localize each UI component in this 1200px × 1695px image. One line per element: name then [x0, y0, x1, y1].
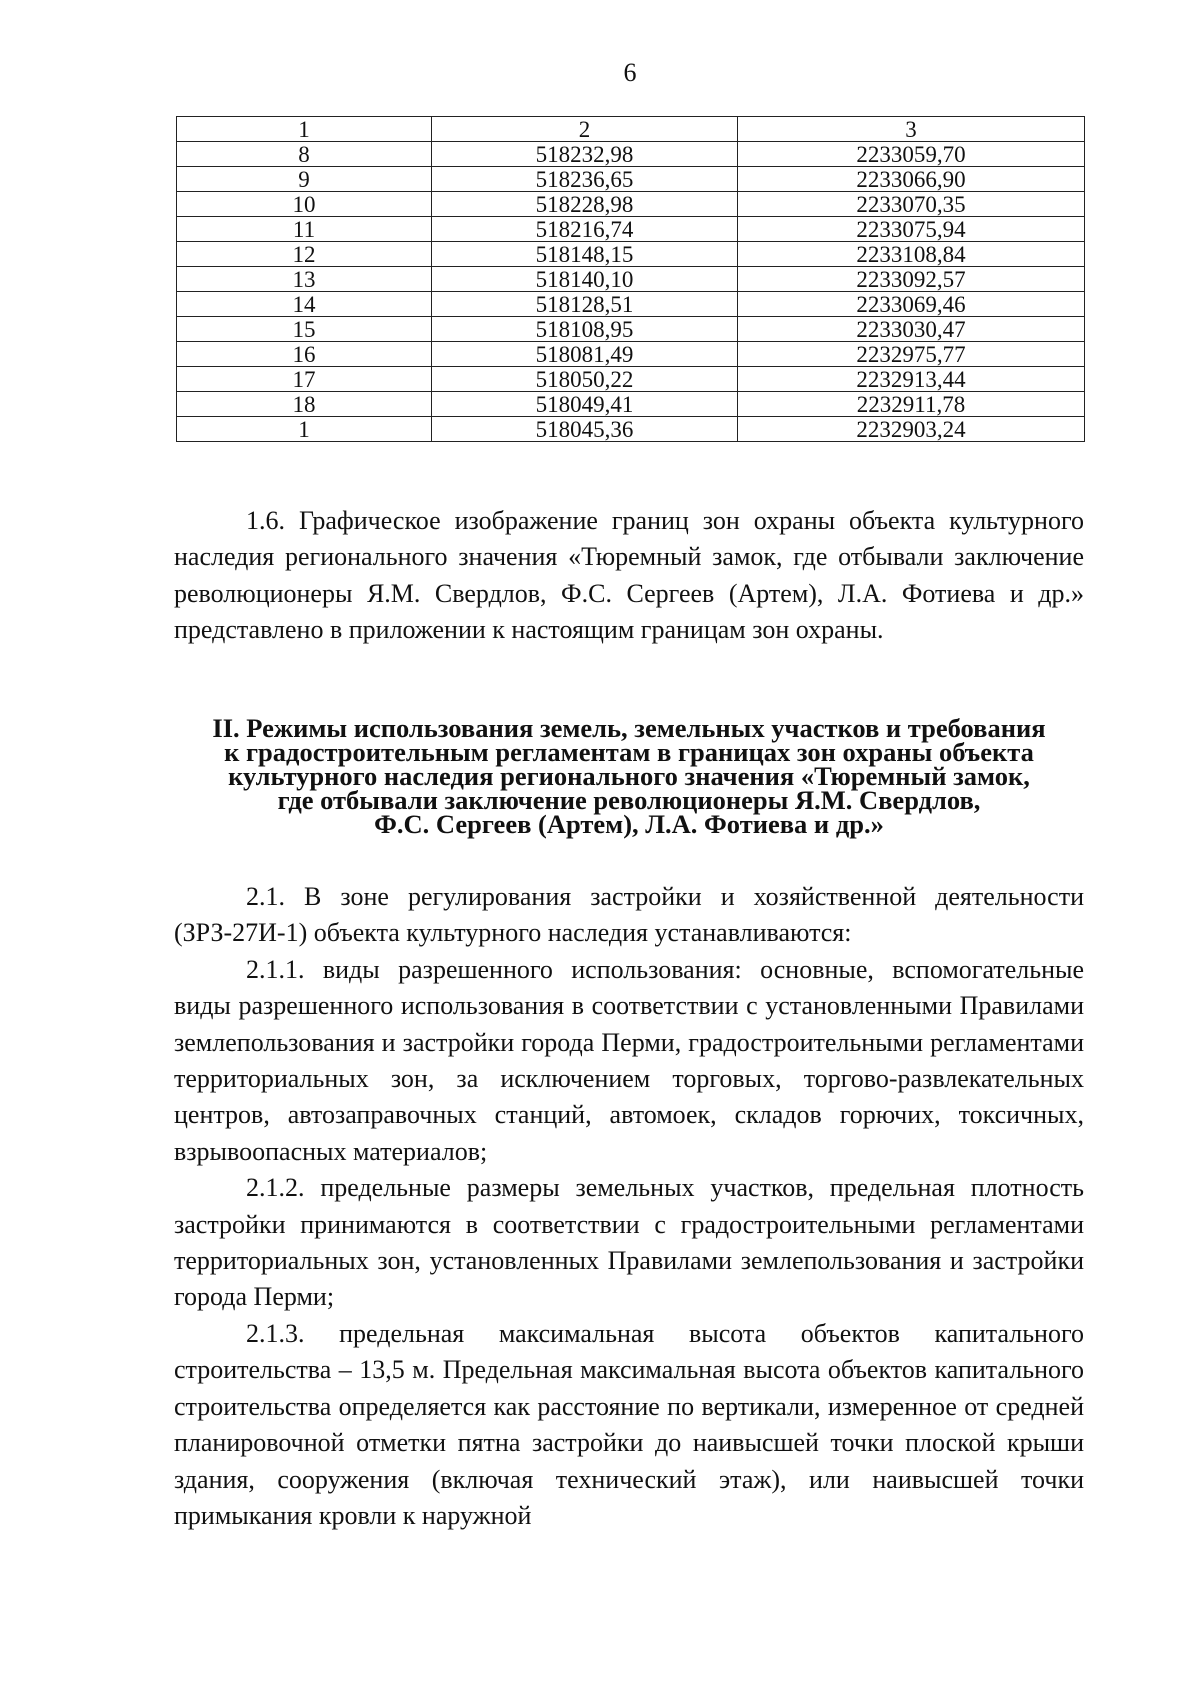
table-row	[177, 142, 1085, 167]
table-cell: 2232975,77	[738, 342, 1085, 367]
table-cell: 16	[177, 342, 432, 367]
table-cell: 13	[177, 267, 432, 292]
table-cell: 518216,74	[432, 217, 738, 242]
page-number: 6	[623, 58, 637, 87]
table-cell: 2233069,46	[738, 292, 1085, 317]
table-row	[177, 392, 1085, 417]
paragraph-2-1-2: 2.1.2. предельные размеры земельных участков, предельная плотность застройки принимаются в соответствии с градостроительными регламентами территориальных зон, установленных Правилами землепользования и застройки города Перми;	[174, 1173, 1084, 1312]
section-heading-line: Ф.С. Сергеев (Артем), Л.А. Фотиева и др.»	[374, 809, 884, 839]
table-cell: 518140,10	[432, 267, 738, 292]
table-cell: 2233066,90	[738, 167, 1085, 192]
section-2-body	[174, 879, 1084, 1534]
table-cell: 518045,36	[432, 417, 738, 442]
table-cell: 10	[177, 192, 432, 217]
paragraph-2-1-1: 2.1.1. виды разрешенного использования: основные, вспомогательные виды разрешенного использования в соответствии с установленными Правилами землепользования и застройки города Перми, градостроительными регламентами территориальных зон, за исключением торговых, торгово-развлекательных центров, автозаправочных станций, автомоек, складов горючих, токсичных, взрывоопасных материалов;	[174, 954, 1084, 1166]
section-heading-line: культурного наследия регионального значения «Тюремный замок,	[228, 761, 1030, 791]
table-row	[177, 217, 1085, 242]
table-cell: 2232903,24	[738, 417, 1085, 442]
table-cell: 9	[177, 167, 432, 192]
table-header-cell: 2	[432, 117, 738, 142]
section-heading-line: II. Режимы использования земель, земельных участков и требования	[212, 713, 1046, 743]
coordinates-table	[176, 116, 1085, 442]
table-cell: 2233030,47	[738, 317, 1085, 342]
table-row	[177, 242, 1085, 267]
table-cell: 518236,65	[432, 167, 738, 192]
table-header-cell: 1	[177, 117, 432, 142]
paragraph-1-6-block	[174, 503, 1084, 649]
table-cell: 2232911,78	[738, 392, 1085, 417]
table-cell: 518049,41	[432, 392, 738, 417]
paragraph-2-1: 2.1. В зоне регулирования застройки и хозяйственной деятельности (ЗРЗ-27И-1) объекта культурного наследия устанавливаются:	[174, 882, 1084, 948]
table-cell: 518228,98	[432, 192, 738, 217]
section-heading-line: где отбывали заключение революционеры Я.М. Свердлов,	[277, 785, 981, 815]
table-cell: 2233059,70	[738, 142, 1085, 167]
table-row	[177, 342, 1085, 367]
table-cell: 518081,49	[432, 342, 738, 367]
table-cell: 518148,15	[432, 242, 738, 267]
table-cell: 14	[177, 292, 432, 317]
table-cell: 17	[177, 367, 432, 392]
table-row	[177, 167, 1085, 192]
table-cell: 518232,98	[432, 142, 738, 167]
table-cell: 2233108,84	[738, 242, 1085, 267]
table-row	[177, 317, 1085, 342]
table-header-cell: 3	[738, 117, 1085, 142]
table-cell: 11	[177, 217, 432, 242]
table-cell: 2232913,44	[738, 367, 1085, 392]
table-row	[177, 267, 1085, 292]
table-row	[177, 367, 1085, 392]
table-cell: 518108,95	[432, 317, 738, 342]
table-cell: 2233070,35	[738, 192, 1085, 217]
table-cell: 15	[177, 317, 432, 342]
table-cell: 1	[177, 417, 432, 442]
paragraph-2-1-3: 2.1.3. предельная максимальная высота объектов капитального строительства – 13,5 м. Предельная максимальная высота объектов капитального строительства определяется как расстояние по вертикали, измеренное от средней планировочной отметки пятна застройки до наивысшей точки плоской крыши здания, сооружения (включая технический этаж), или наивысшей точки примыкания кровли к наружной	[174, 1318, 1084, 1530]
table-cell: 2233075,94	[738, 217, 1085, 242]
table-row	[177, 192, 1085, 217]
table-cell: 518050,22	[432, 367, 738, 392]
table-cell: 8	[177, 142, 432, 167]
table-cell: 518128,51	[432, 292, 738, 317]
table-cell: 18	[177, 392, 432, 417]
table-row	[177, 417, 1085, 442]
section-heading-line: к градостроительным регламентам в границах зон охраны объекта	[224, 737, 1034, 767]
table-row	[177, 292, 1085, 317]
section-heading	[174, 713, 1084, 839]
table-cell: 2233092,57	[738, 267, 1085, 292]
table-header-row	[177, 117, 1085, 142]
table-cell: 12	[177, 242, 432, 267]
paragraph-1-6: 1.6. Графическое изображение границ зон охраны объекта культурного наследия регионального значения «Тюремный замок, где отбывали заключение революционеры Я.М. Свердлов, Ф.С. Сергеев (Артем), Л.А. Фотиева и др.» представлено в приложении к настоящим границам зон охраны.	[174, 506, 1084, 645]
